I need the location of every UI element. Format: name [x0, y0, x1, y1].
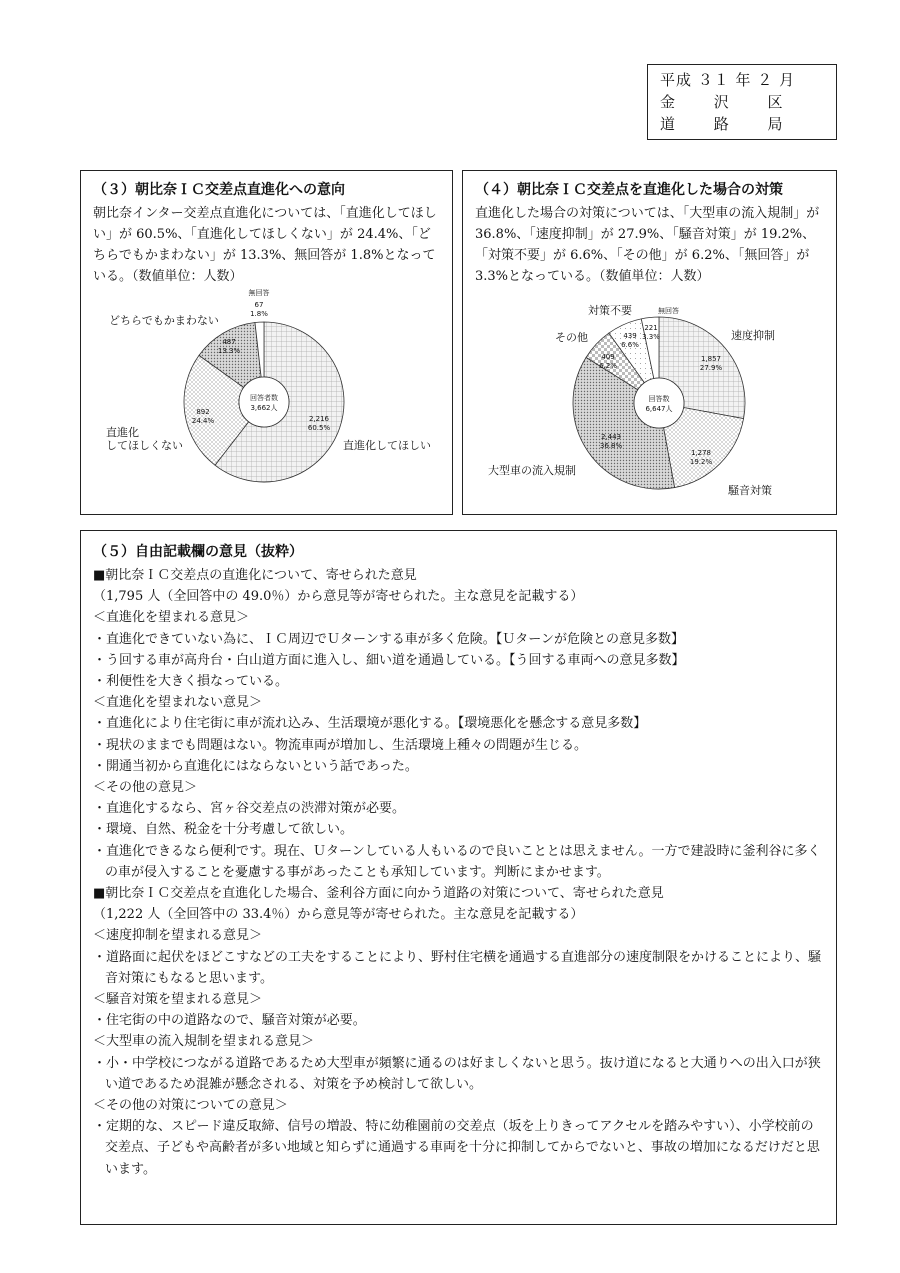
- slice-count-label: 2,443: [600, 433, 622, 441]
- slice-count-label: 892: [196, 408, 210, 416]
- slice-category-label: 無回答: [658, 307, 679, 315]
- opinion-line: ・開通当初から直進化にはならないという話であった。: [93, 758, 418, 774]
- slice-pct-label: 60.5%: [307, 424, 331, 432]
- opinions-list: [93, 565, 824, 1180]
- opinion-line: ・直進化できていない為に、ＩＣ周辺でＵターンする車が多く危険。【Ｕターンが危険との意見多数】: [93, 631, 684, 647]
- slice-pct-label: 6.2%: [599, 362, 617, 370]
- slice-category-label: その他: [555, 331, 588, 344]
- opinion-line: ・定期的な、スピード違反取締、信号の増設、特に幼稚園前の交差点（坂を上りきってアクセルを踏みやすい）、小学校前の交差点、子どもや高齢者が多い地域と知らずに通過する車両を十分に抑制してからでないと、事故の増加になるだけだと思います。: [93, 1119, 820, 1177]
- slice-category-label: 速度抑制: [731, 329, 775, 342]
- slice-pct-label: 19.2%: [689, 458, 713, 466]
- slice-count-label: 2,216: [308, 415, 330, 423]
- opinion-line: ■朝比奈ＩＣ交差点の直進化について、寄せられた意見: [93, 568, 417, 583]
- slice-category-label: どちらでもかまわない: [109, 314, 219, 327]
- slice-count-label: 439: [623, 332, 637, 340]
- slice-count-label: 1,857: [700, 355, 722, 363]
- section-3-heading: （３）朝比奈ＩＣ交差点直進化への意向: [93, 182, 345, 198]
- pie-center: [634, 378, 684, 428]
- pie-chart-intention: [81, 171, 452, 514]
- pie-center-label: 6,647人: [645, 405, 673, 413]
- pie-center-label: 回答者数: [250, 394, 278, 402]
- slice-count-label: 221: [644, 324, 658, 332]
- opinion-line: ・利便性を大きく損なっている。: [93, 674, 289, 690]
- opinion-line: ・直進化するなら、宮ヶ谷交差点の渋滞対策が必要。: [93, 801, 406, 817]
- slice-pct-label: 24.4%: [191, 417, 215, 425]
- opinion-line: ・環境、自然、税金を十分考慮して欲しい。: [93, 822, 354, 838]
- slice-category-label: 対策不要: [588, 304, 632, 317]
- opinion-line: ・道路面に起伏をほどこすなどの工夫をすることにより、野村住宅横を通過する直進部分の速度制限をかけることにより、騒音対策にもなると思います。: [93, 949, 822, 986]
- section-5-heading: （５）自由記載欄の意見（抜粋）: [93, 544, 303, 560]
- slice-count-label: 487: [222, 338, 236, 346]
- slice-category-label: してほしくない: [106, 439, 183, 452]
- opinion-line: ＜速度抑制を望まれる意見＞: [93, 928, 263, 944]
- pie-chart-measures: [463, 171, 836, 514]
- opinion-line: ・住宅街の中の道路なので、騒音対策が必要。: [93, 1013, 366, 1029]
- section-3-panel: [80, 170, 453, 515]
- issuer-date: 平成 ３１ 年 ２ 月: [660, 71, 796, 89]
- slice-pct-label: 13.3%: [217, 347, 241, 355]
- opinion-line: ・う回する車が高舟台・白山道方面に進入し、細い道を通過している。【う回する車両への意見多数】: [93, 652, 685, 668]
- slice-pct-label: 27.9%: [699, 364, 723, 372]
- section-3-text: 朝比奈インター交差点直進化については、「直進化してほしい」が 60.5%、「直進化してほしくない」が 24.4%、「どちらでもかまわない」が 13.3%、無回答が 1.8%となっている。（数値単位：人数）: [93, 206, 437, 284]
- slice-category-label: 大型車の流入規制: [488, 464, 576, 477]
- slice-count-label: 67: [254, 301, 264, 309]
- opinion-line: （1,222 人（全回答中の 33.4％）から意見等が寄せられた。主な意見を記載する）: [93, 907, 584, 923]
- opinion-line: ＜直進化を望まれない意見＞: [93, 695, 263, 711]
- opinion-line: ■朝比奈ＩＣ交差点を直進化した場合、釜利谷方面に向かう道路の対策について、寄せられた意見: [93, 886, 664, 902]
- pie-center: [239, 377, 289, 427]
- opinion-line: ・小・中学校につながる道路であるため大型車が頻繁に通るのは好ましくないと思う。抜け道になると大通りへの出入口が狭い道であるため混雑が懸念される、対策を予め検討して欲しい。: [93, 1055, 821, 1092]
- issuer-bureau: 道 路 局: [660, 115, 784, 133]
- issuer-ward: 金 沢 区: [660, 93, 784, 111]
- opinion-line: ＜大型車の流入規制を望まれる意見＞: [93, 1034, 315, 1050]
- pie-center-label: 3,662人: [250, 404, 278, 412]
- opinion-line: ＜その他の意見＞: [93, 780, 198, 796]
- opinion-line: ・現状のままでも問題はない。物流車両が増加し、生活環境上種々の問題が生じる。: [93, 737, 588, 753]
- section-4-heading: （４）朝比奈ＩＣ交差点を直進化した場合の対策: [475, 182, 783, 198]
- opinion-line: ・直進化できるなら便利です。現在、Ｕターンしている人もいるので良いこととは思えません。一方で建設時に釜利谷に多くの車が侵入することを憂慮する事があったことも承知しています。判断にまかせます。: [93, 843, 821, 880]
- slice-pct-label: 36.8%: [599, 442, 623, 450]
- opinion-line: （1,795 人（全回答中の 49.0％）から意見等が寄せられた。主な意見を記載する）: [93, 589, 584, 605]
- section-5-panel: [80, 530, 837, 1225]
- slice-category-label: 直進化してほしい: [343, 439, 431, 452]
- slice-pct-label: 6.6%: [621, 341, 639, 349]
- slice-pct-label: 1.8%: [250, 310, 268, 318]
- slice-category-label: 騒音対策: [728, 484, 772, 497]
- section-4-panel: [462, 170, 837, 515]
- pie-center-label: 回答数: [648, 395, 670, 403]
- opinion-line: ＜その他の対策についての意見＞: [93, 1098, 288, 1114]
- slice-category-label: 無回答: [248, 289, 270, 297]
- opinion-line: ・直進化により住宅街に車が流れ込み、生活環境が悪化する。【環境悪化を懸念する意見多数】: [93, 716, 647, 732]
- opinion-line: ＜直進化を望まれる意見＞: [93, 610, 250, 626]
- slice-category-label: 直進化: [106, 426, 139, 439]
- slice-count-label: 409: [601, 353, 615, 361]
- section-4-text: 直進化した場合の対策については、「大型車の流入規制」が 36.8%、「速度抑制」が 27.9%、「騒音対策」が 19.2%、「対策不要」が 6.6%、「その他」が 6.2%、「無回答」が 3.3%となっている。（数値単位：人数）: [475, 206, 820, 284]
- slice-pct-label: 3.3%: [642, 333, 660, 341]
- slice-count-label: 1,278: [690, 449, 712, 457]
- opinion-line: ＜騒音対策を望まれる意見＞: [93, 992, 263, 1008]
- issuer-box: [647, 64, 837, 140]
